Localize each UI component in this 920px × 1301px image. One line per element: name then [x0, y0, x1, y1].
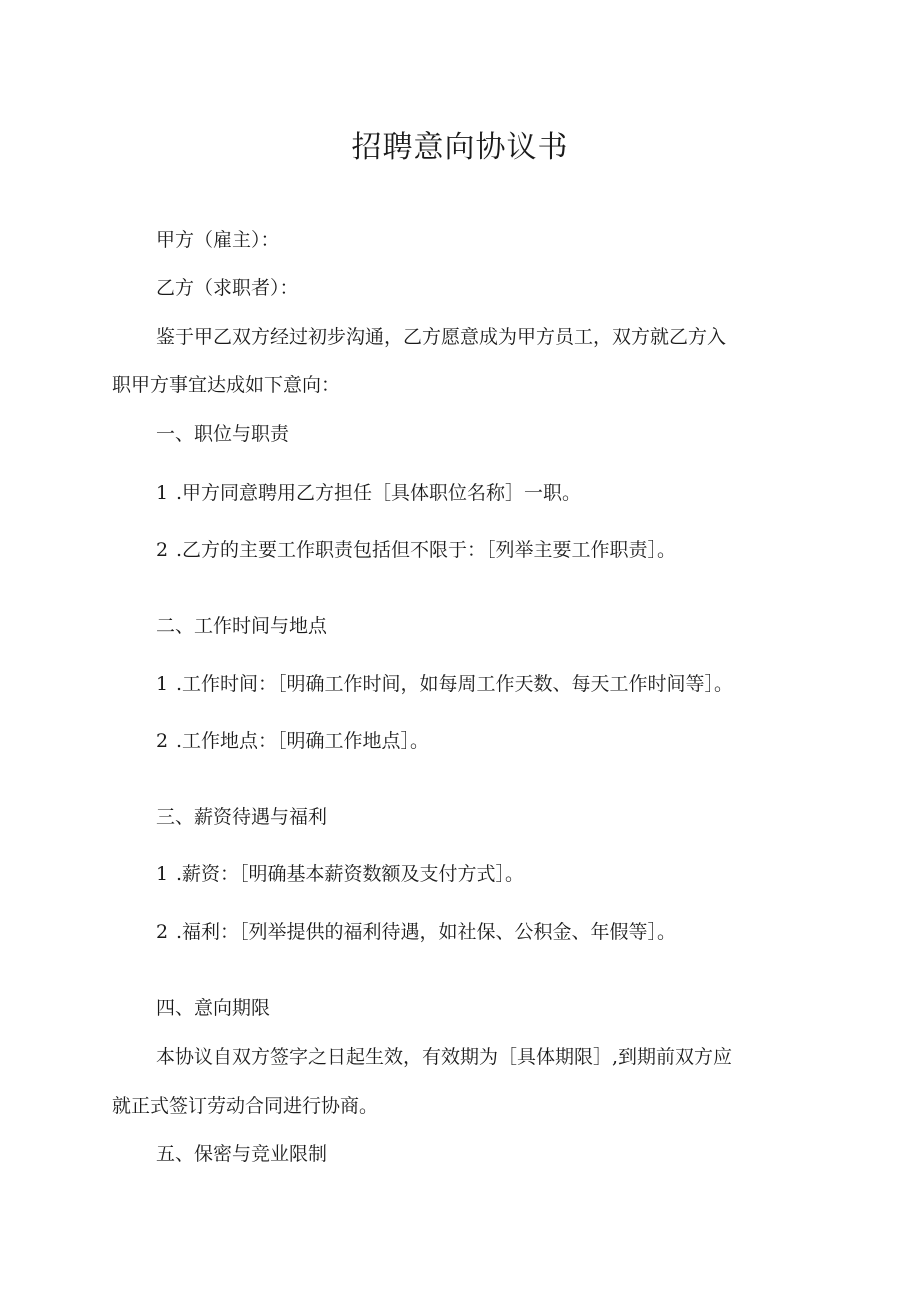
document-title: 招聘意向协议书 [351, 130, 569, 165]
item-text: .工作时间：［明确工作时间，如每周工作天数、每天工作时间等］。 [176, 673, 734, 695]
section-4-heading: 四、意向期限 [156, 997, 271, 1019]
preamble-line-1: 鉴于甲乙双方经过初步沟通，乙方愿意成为甲方员工，双方就乙方入 [156, 326, 727, 348]
section-1-item-2 [156, 536, 676, 564]
item-text: .乙方的主要工作职责包括但不限于：［列举主要工作职责］。 [176, 539, 677, 561]
section-3-heading: 三、薪资待遇与福利 [156, 806, 328, 828]
section-2-item-1 [156, 670, 733, 698]
preamble-line-2: 职甲方事宜达成如下意向： [112, 374, 341, 396]
party-b-line: 乙方（求职者）： [156, 277, 299, 299]
item-number: 2 [156, 921, 169, 943]
item-number: 1 [156, 673, 169, 695]
section-4-paragraph-line-2: 就正式签订劳动合同进行协商。 [112, 1095, 379, 1117]
item-text: .福利：［列举提供的福利待遇，如社保、公积金、年假等］。 [176, 921, 677, 943]
section-3-item-2 [156, 918, 676, 946]
section-2-item-2 [156, 727, 429, 755]
item-text: .工作地点：［明确工作地点］。 [176, 730, 430, 752]
party-a-line: 甲方（雇主）： [156, 229, 280, 251]
section-4-paragraph-line-1: 本协议自双方签字之日起生效，有效期为［具体期限］,到期前双方应 [156, 1046, 733, 1068]
item-number: 2 [156, 730, 169, 752]
section-1-item-1 [156, 479, 581, 507]
item-text: .甲方同意聘用乙方担任［具体职位名称］一职。 [176, 482, 582, 504]
section-3-item-1 [156, 860, 524, 888]
item-text: .薪资：［明确基本薪资数额及支付方式］。 [176, 863, 525, 885]
section-1-heading: 一、职位与职责 [156, 423, 290, 445]
item-number: 1 [156, 863, 169, 885]
item-number: 1 [156, 482, 169, 504]
section-2-heading: 二、工作时间与地点 [156, 615, 328, 637]
item-number: 2 [156, 539, 169, 561]
section-5-heading: 五、保密与竞业限制 [156, 1143, 328, 1165]
